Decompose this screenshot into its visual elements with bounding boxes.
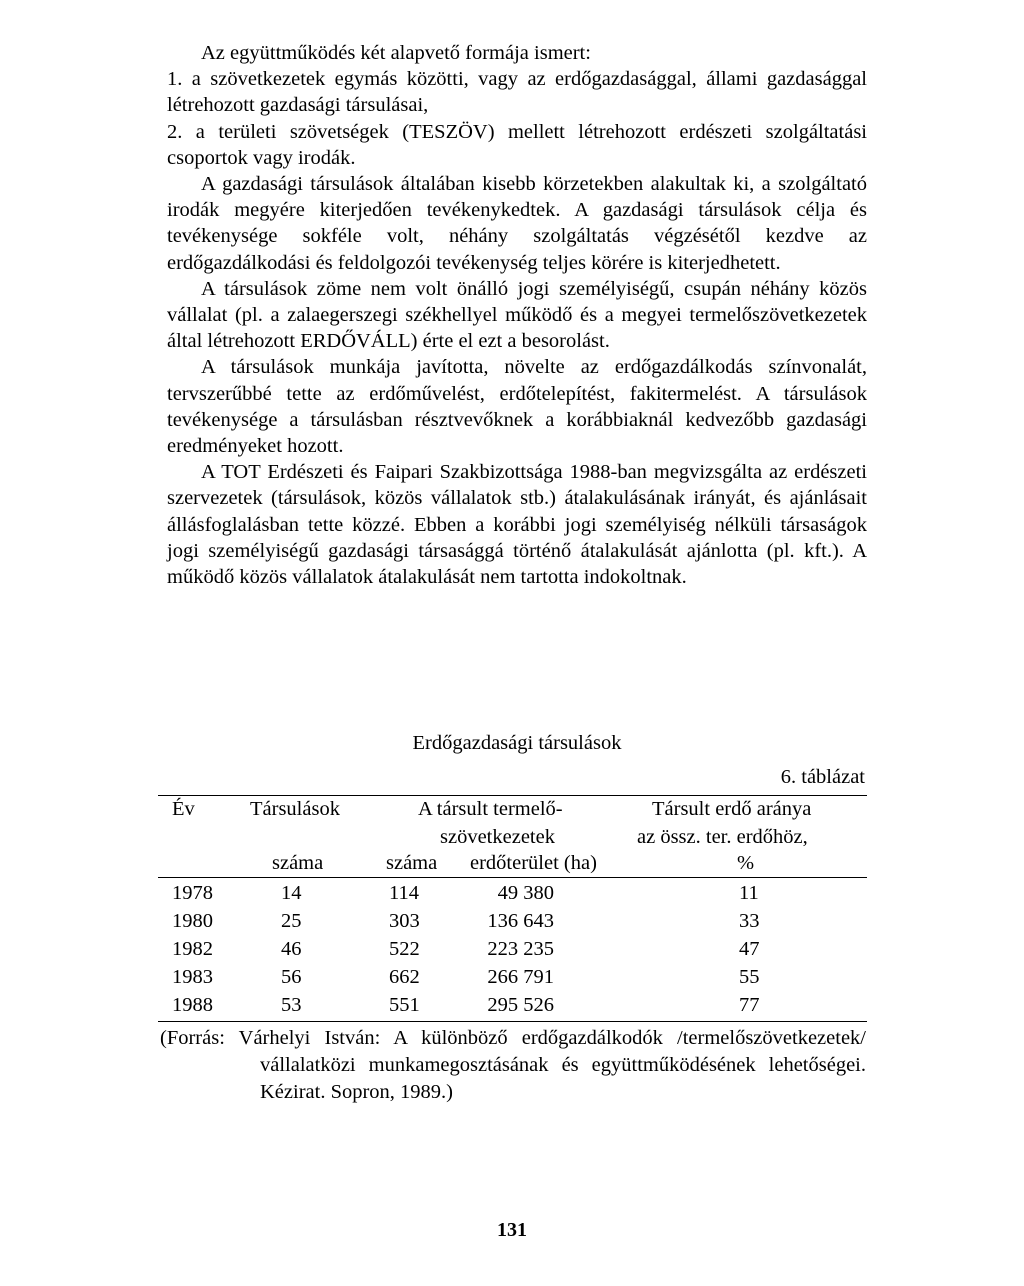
cell-szama: 662 xyxy=(389,966,420,988)
cell-szama: 551 xyxy=(389,994,420,1016)
cell-ev: 1980 xyxy=(172,910,213,932)
cell-erdoterulet: 136 643 xyxy=(487,910,554,932)
body-text xyxy=(167,40,867,590)
table-top-rule xyxy=(158,795,867,796)
cell-tarsulasok: 53 xyxy=(281,994,302,1016)
cell-arany: 47 xyxy=(739,938,760,960)
table-bottom-rule xyxy=(158,1021,867,1022)
intro-line: Az együttműködés két alapvető formája ismert: xyxy=(201,42,591,64)
paragraph-3: A társulások munkája javította, növelte az erdőgazdálkodás színvonalát, tervszerűbbé tette az erdőművelést, erdőtelepítést, fakitermelést. A társulások tevékenysége a társulásban résztvevőknek a korábbiaknál kedvezőbb gazdasági eredményeket hozott. xyxy=(167,356,867,458)
cell-erdoterulet: 223 235 xyxy=(487,938,554,960)
header-tarsult-erdo: Társult erdő aránya xyxy=(652,798,812,820)
cell-tarsulasok: 56 xyxy=(281,966,302,988)
page-number: 131 xyxy=(497,1219,527,1241)
header-tarsulasok: Társulások xyxy=(250,798,340,820)
cell-arany: 33 xyxy=(739,910,760,932)
cell-erdoterulet: 295 526 xyxy=(487,994,554,1016)
header-tarsult-termelo: A társult termelő- xyxy=(418,798,563,820)
header-szovetkezetek: szövetkezetek xyxy=(440,826,555,848)
paragraph-4: A TOT Erdészeti és Faipari Szakbizottsága 1988-ban megvizsgálta az erdészeti szervezetek (társulások, közös vállalatok stb.) átalakulásának irányát, és ajánlásait állásfoglalásban tette közzé. Ebben a korábbi jogi személyiség nélküli társaságok jogi személyiségű gazdasági társasággá történő átalakulását ajánlotta (pl. kft.). A működő közös vállalatok átalakulását nem tartotta indokoltnak. xyxy=(167,461,867,589)
cell-ev: 1982 xyxy=(172,938,213,960)
table-source xyxy=(160,1025,866,1106)
source-text: (Forrás: Várhelyi István: A különböző erdőgazdálkodók /termelőszövetkezetek/ vállalatközi munkamegosztásának és együttműködésének lehetőségei. Kézirat. Sopron, 1989.) xyxy=(160,1027,866,1103)
cell-ev: 1988 xyxy=(172,994,213,1016)
cell-ev: 1978 xyxy=(172,882,213,904)
cell-ev: 1983 xyxy=(172,966,213,988)
cell-tarsulasok: 25 xyxy=(281,910,302,932)
cell-szama: 522 xyxy=(389,938,420,960)
header-szama: száma xyxy=(386,852,438,874)
header-ossz-ter: az össz. ter. erdőhöz, xyxy=(637,826,808,848)
paragraph-1: A gazdasági társulások általában kisebb körzetekben alakultak ki, a szolgáltató irodák megyére kiterjedően tevékenykedtek. A gazdasági társulások célja és tevékenysége sokféle volt, néhány szolgáltatás végzésétől kezdve az erdőgazdálkodási és feldolgozói tevékenység teljes körére is kiterjedhetett. xyxy=(167,173,867,274)
header-erdoterulet: erdőterület (ha) xyxy=(470,852,597,874)
paragraph-2: A társulások zöme nem volt önálló jogi személyiségű, csupán néhány közös vállalat (pl. a zalaegerszegi székhellyel működő és a megyei termelőszövetkezetek által létrehozott ERDŐVÁLL) érte el ezt a besorolást. xyxy=(167,277,867,353)
table-number: 6. táblázat xyxy=(780,766,865,788)
table-title: Erdőgazdasági társulások xyxy=(412,732,622,754)
cell-arany: 77 xyxy=(739,994,760,1016)
list-item-1: 1. a szövetkezetek egymás közötti, vagy az erdőgazdasággal, állami gazdasággal létrehozott gazdasági társulásai, xyxy=(167,68,867,117)
header-ev: Év xyxy=(172,798,195,820)
cell-tarsulasok: 46 xyxy=(281,938,302,960)
cell-szama: 114 xyxy=(389,882,419,904)
cell-tarsulasok: 14 xyxy=(281,882,302,904)
cell-erdoterulet: 49 380 xyxy=(497,882,554,904)
header-percent: % xyxy=(737,852,755,874)
cell-szama: 303 xyxy=(389,910,420,932)
header-tarsulasok-szama: száma xyxy=(272,852,324,874)
cell-erdoterulet: 266 791 xyxy=(487,966,554,988)
list-item-2: 2. a területi szövetségek (TESZÖV) mellett létrehozott erdészeti szolgáltatási csoportok vagy irodák. xyxy=(167,120,867,169)
cell-arany: 55 xyxy=(739,966,760,988)
table-header-rule xyxy=(158,877,867,878)
cell-arany: 11 xyxy=(739,882,759,904)
